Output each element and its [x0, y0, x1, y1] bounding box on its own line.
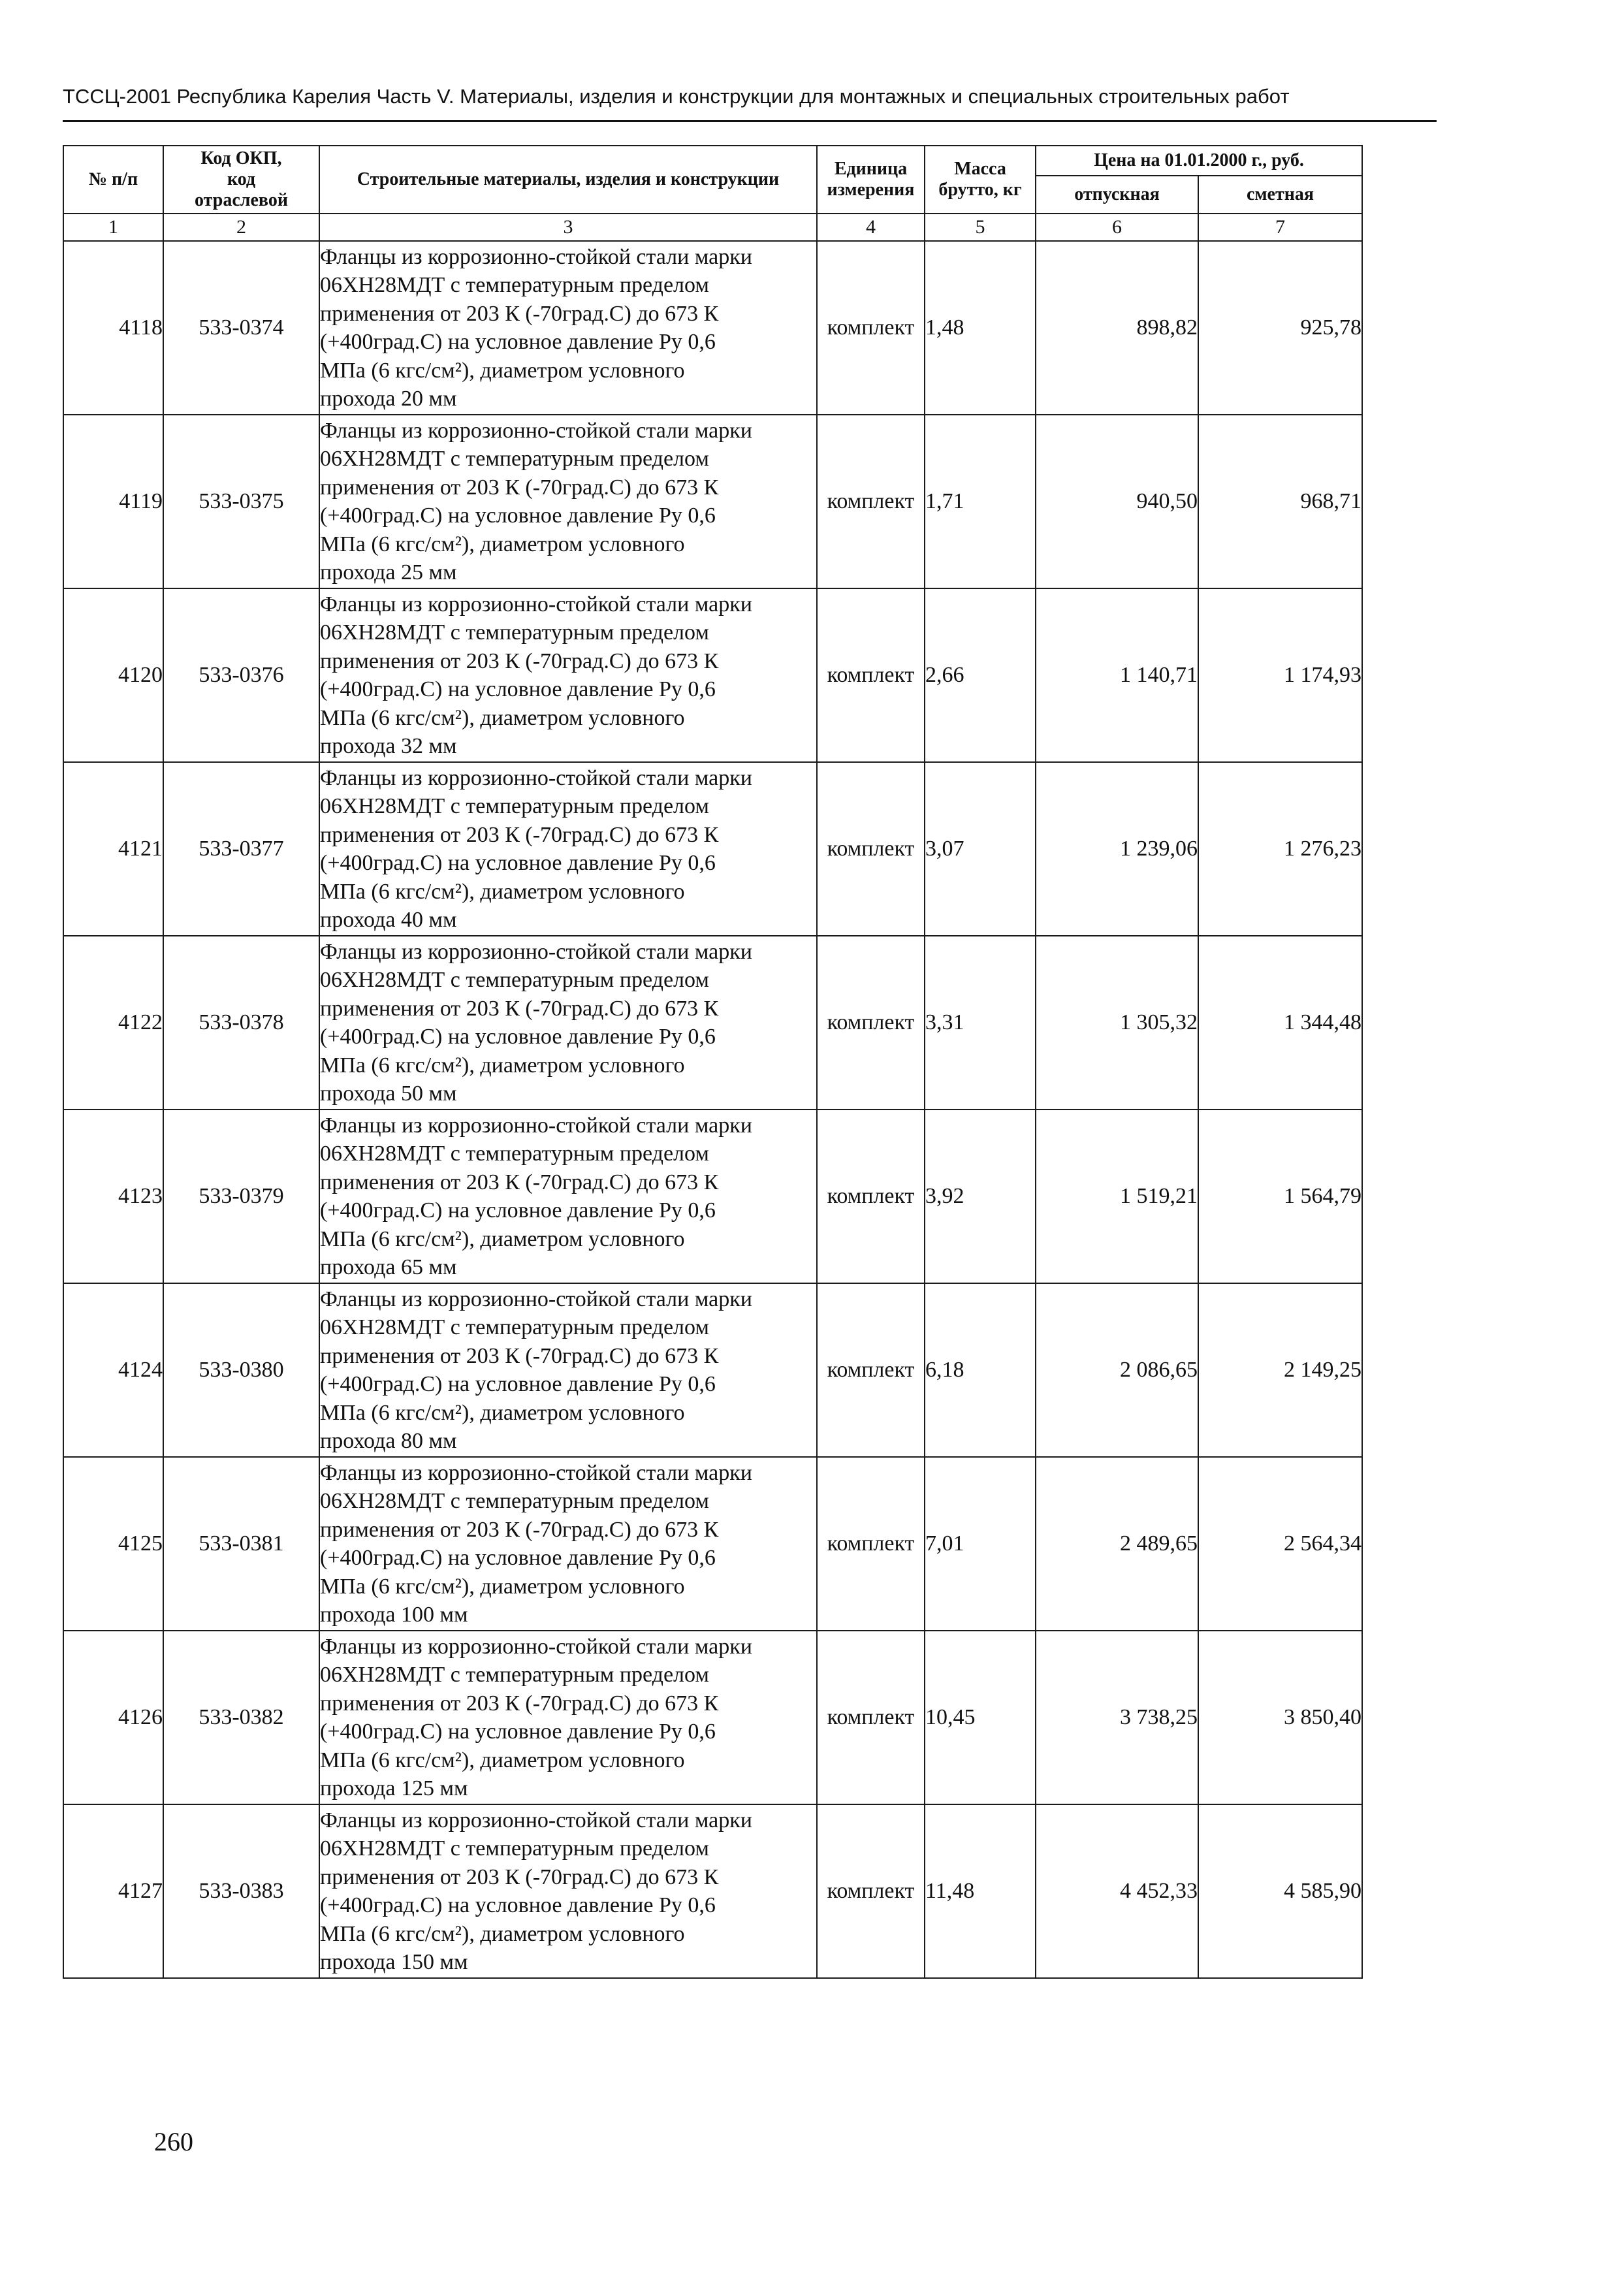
row-description-line: 06ХН28МДТ с температурным пределом	[320, 273, 709, 297]
row-mass: 2,66	[925, 588, 1036, 762]
row-description-line: 06ХН28МДТ с температурным пределом	[320, 1489, 709, 1513]
row-description-line: МПа (6 кгс/см²), диаметром условного	[320, 1748, 685, 1772]
row-description-line: МПа (6 кгс/см²), диаметром условного	[320, 705, 685, 730]
row-description-line: МПа (6 кгс/см²), диаметром условного	[320, 1574, 685, 1599]
row-number: 4119	[63, 415, 163, 588]
row-description-line: (+400град.С) на условное давление Ру 0,6	[320, 1893, 716, 1917]
row-description-line: применения от 203 К (-70град.С) до 673 К	[320, 301, 719, 326]
row-code: 533-0376	[163, 588, 319, 762]
col-header-price-estimate: сметная	[1198, 176, 1362, 214]
row-description-line: применения от 203 К (-70град.С) до 673 К	[320, 475, 719, 500]
row-description-line: прохода 50 мм	[320, 1081, 457, 1106]
row-description-line: Фланцы из коррозионно-стойкой стали марки	[320, 765, 752, 790]
row-description-line: Фланцы из коррозионно-стойкой стали марки	[320, 418, 752, 443]
column-number: 7	[1198, 214, 1362, 241]
col-header-code	[163, 146, 319, 214]
column-number: 5	[925, 214, 1036, 241]
row-description-line: применения от 203 К (-70град.С) до 673 К	[320, 1343, 719, 1368]
row-description-line: 06ХН28МДТ с температурным пределом	[320, 1836, 709, 1861]
row-description-line: применения от 203 К (-70град.С) до 673 К	[320, 1170, 719, 1194]
row-description-line: МПа (6 кгс/см²), диаметром условного	[320, 1226, 685, 1251]
row-mass: 10,45	[925, 1631, 1036, 1804]
row-mass: 6,18	[925, 1283, 1036, 1457]
row-description-line: прохода 125 мм	[320, 1776, 468, 1800]
row-description-line: Фланцы из коррозионно-стойкой стали марки	[320, 1460, 752, 1485]
row-description-line: 06ХН28МДТ с температурным пределом	[320, 794, 709, 818]
row-price-estimate: 968,71	[1198, 415, 1362, 588]
row-description-line: прохода 32 мм	[320, 734, 457, 758]
row-price-estimate: 925,78	[1198, 241, 1362, 415]
row-description-line: Фланцы из коррозионно-стойкой стали марки	[320, 592, 752, 616]
col-header-material: Строительные материалы, изделия и конструкции	[319, 146, 817, 214]
column-number: 6	[1036, 214, 1198, 241]
col-header-unit: Единица измерения	[817, 146, 925, 214]
row-number: 4123	[63, 1110, 163, 1283]
row-description-line: (+400град.С) на условное давление Ру 0,6	[320, 1372, 716, 1396]
row-description	[319, 241, 817, 415]
row-unit: комплект	[817, 936, 925, 1110]
row-price-release: 4 452,33	[1036, 1804, 1198, 1978]
row-description	[319, 1804, 817, 1978]
row-mass: 1,48	[925, 241, 1036, 415]
row-price-release: 3 738,25	[1036, 1631, 1198, 1804]
row-price-estimate: 2 564,34	[1198, 1457, 1362, 1631]
row-description-line: 06ХН28МДТ с температурным пределом	[320, 968, 709, 992]
row-description-line: прохода 20 мм	[320, 387, 457, 411]
row-description-line: (+400град.С) на условное давление Ру 0,6	[320, 1025, 716, 1049]
row-description-line: применения от 203 К (-70град.С) до 673 К	[320, 1517, 719, 1542]
row-description-line: МПа (6 кгс/см²), диаметром условного	[320, 1921, 685, 1946]
row-description-line: применения от 203 К (-70град.С) до 673 К	[320, 648, 719, 673]
row-description	[319, 1457, 817, 1631]
row-unit: комплект	[817, 762, 925, 936]
col-header-price-release: отпускная	[1036, 176, 1198, 214]
row-price-estimate: 3 850,40	[1198, 1631, 1362, 1804]
row-number: 4126	[63, 1631, 163, 1804]
table-row	[63, 241, 1362, 415]
row-description	[319, 588, 817, 762]
row-number: 4118	[63, 241, 163, 415]
col-header-code-line2: код	[227, 169, 256, 189]
table-row	[63, 1457, 1362, 1631]
row-unit: комплект	[817, 1631, 925, 1804]
row-mass: 1,71	[925, 415, 1036, 588]
row-price-estimate: 1 564,79	[1198, 1110, 1362, 1283]
col-header-code-line3: отраслевой	[195, 190, 288, 210]
row-number: 4127	[63, 1804, 163, 1978]
row-description-line: МПа (6 кгс/см²), диаметром условного	[320, 358, 685, 383]
table-row	[63, 588, 1362, 762]
row-price-release: 1 305,32	[1036, 936, 1198, 1110]
row-mass: 3,07	[925, 762, 1036, 936]
row-description	[319, 1283, 817, 1457]
row-code: 533-0374	[163, 241, 319, 415]
row-unit: комплект	[817, 1283, 925, 1457]
row-mass: 3,92	[925, 1110, 1036, 1283]
row-number: 4121	[63, 762, 163, 936]
row-price-release: 1 239,06	[1036, 762, 1198, 936]
row-description-line: (+400град.С) на условное давление Ру 0,6	[320, 851, 716, 875]
row-price-release: 1 519,21	[1036, 1110, 1198, 1283]
row-description-line: 06ХН28МДТ с температурным пределом	[320, 620, 709, 645]
row-number: 4122	[63, 936, 163, 1110]
row-description-line: применения от 203 К (-70град.С) до 673 К	[320, 1691, 719, 1716]
row-description-line: прохода 40 мм	[320, 908, 457, 932]
table-row	[63, 762, 1362, 936]
row-unit: комплект	[817, 1804, 925, 1978]
row-unit: комплект	[817, 1110, 925, 1283]
header-rule	[63, 120, 1437, 122]
row-code: 533-0379	[163, 1110, 319, 1283]
column-number: 1	[63, 214, 163, 241]
row-unit: комплект	[817, 588, 925, 762]
row-description-line: 06ХН28МДТ с температурным пределом	[320, 447, 709, 471]
row-description-line: Фланцы из коррозионно-стойкой стали марки	[320, 244, 752, 269]
row-description-line: Фланцы из коррозионно-стойкой стали марки	[320, 1634, 752, 1659]
row-price-estimate: 2 149,25	[1198, 1283, 1362, 1457]
row-description-line: 06ХН28МДТ с температурным пределом	[320, 1663, 709, 1687]
row-description-line: (+400град.С) на условное давление Ру 0,6	[320, 330, 716, 354]
row-description-line: (+400град.С) на условное давление Ру 0,6	[320, 1198, 716, 1223]
row-price-release: 1 140,71	[1036, 588, 1198, 762]
row-price-estimate: 1 276,23	[1198, 762, 1362, 936]
row-description-line: Фланцы из коррозионно-стойкой стали марки	[320, 939, 752, 964]
row-price-estimate: 1 344,48	[1198, 936, 1362, 1110]
row-description-line: (+400град.С) на условное давление Ру 0,6	[320, 504, 716, 528]
row-unit: комплект	[817, 415, 925, 588]
row-description-line: прохода 100 мм	[320, 1603, 468, 1627]
row-description-line: Фланцы из коррозионно-стойкой стали марки	[320, 1113, 752, 1138]
row-code: 533-0382	[163, 1631, 319, 1804]
table-row	[63, 936, 1362, 1110]
row-price-estimate: 1 174,93	[1198, 588, 1362, 762]
row-description-line: Фланцы из коррозионно-стойкой стали марки	[320, 1808, 752, 1832]
row-description-line: прохода 150 мм	[320, 1950, 468, 1974]
row-description-line: прохода 65 мм	[320, 1255, 457, 1279]
col-header-price-group: Цена на 01.01.2000 г., руб.	[1036, 146, 1362, 176]
row-description-line: МПа (6 кгс/см²), диаметром условного	[320, 1400, 685, 1425]
row-description	[319, 762, 817, 936]
row-description-line: (+400град.С) на условное давление Ру 0,6	[320, 677, 716, 701]
column-number: 2	[163, 214, 319, 241]
row-code: 533-0377	[163, 762, 319, 936]
row-description	[319, 1631, 817, 1804]
row-description-line: прохода 80 мм	[320, 1429, 457, 1453]
row-price-release: 940,50	[1036, 415, 1198, 588]
col-header-mass: Масса брутто, кг	[925, 146, 1036, 214]
row-description-line: прохода 25 мм	[320, 560, 457, 584]
row-code: 533-0381	[163, 1457, 319, 1631]
col-header-num: № п/п	[63, 146, 163, 214]
row-description	[319, 415, 817, 588]
row-price-release: 2 086,65	[1036, 1283, 1198, 1457]
row-mass: 7,01	[925, 1457, 1036, 1631]
row-description-line: применения от 203 К (-70град.С) до 673 К	[320, 996, 719, 1021]
row-mass: 11,48	[925, 1804, 1036, 1978]
column-number-row	[63, 214, 1362, 241]
column-number: 4	[817, 214, 925, 241]
row-price-estimate: 4 585,90	[1198, 1804, 1362, 1978]
table-row	[63, 1110, 1362, 1283]
row-code: 533-0378	[163, 936, 319, 1110]
col-header-code-line1: Код ОКП,	[200, 148, 282, 168]
column-number: 3	[319, 214, 817, 241]
table-row	[63, 1804, 1362, 1978]
row-description-line: МПа (6 кгс/см²), диаметром условного	[320, 879, 685, 904]
row-code: 533-0375	[163, 415, 319, 588]
row-description-line: применения от 203 К (-70град.С) до 673 К	[320, 1864, 719, 1889]
row-description-line: применения от 203 К (-70град.С) до 673 К	[320, 822, 719, 847]
row-description	[319, 936, 817, 1110]
row-description	[319, 1110, 817, 1283]
row-description-line: 06ХН28МДТ с температурным пределом	[320, 1315, 709, 1339]
row-price-release: 898,82	[1036, 241, 1198, 415]
row-description-line: МПа (6 кгс/см²), диаметром условного	[320, 532, 685, 556]
table-row	[63, 1283, 1362, 1457]
row-mass: 3,31	[925, 936, 1036, 1110]
row-description-line: (+400град.С) на условное давление Ру 0,6	[320, 1719, 716, 1744]
table-body	[63, 214, 1362, 1978]
row-code: 533-0380	[163, 1283, 319, 1457]
price-table	[63, 145, 1363, 1979]
row-unit: комплект	[817, 1457, 925, 1631]
row-number: 4120	[63, 588, 163, 762]
row-description-line: Фланцы из коррозионно-стойкой стали марки	[320, 1287, 752, 1311]
row-description-line: (+400град.С) на условное давление Ру 0,6	[320, 1546, 716, 1570]
row-number: 4124	[63, 1283, 163, 1457]
table-row	[63, 1631, 1362, 1804]
row-number: 4125	[63, 1457, 163, 1631]
row-description-line: 06ХН28МДТ с температурным пределом	[320, 1142, 709, 1166]
row-code: 533-0383	[163, 1804, 319, 1978]
row-price-release: 2 489,65	[1036, 1457, 1198, 1631]
page-header: ТССЦ-2001 Республика Карелия Часть V. Материалы, изделия и конструкции для монтажных и специальных строительных работ	[63, 85, 1290, 108]
page-number: 260	[154, 2127, 193, 2156]
row-unit: комплект	[817, 241, 925, 415]
row-description-line: МПа (6 кгс/см²), диаметром условного	[320, 1053, 685, 1078]
table-row	[63, 415, 1362, 588]
